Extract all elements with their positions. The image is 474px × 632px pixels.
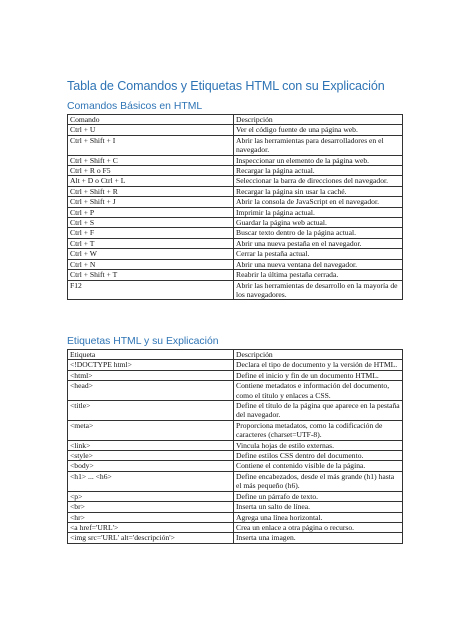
key-cell: Ctrl + F xyxy=(68,228,234,238)
table-row xyxy=(68,420,403,440)
description-cell: Crea un enlace a otra página o recurso. xyxy=(234,522,403,532)
description-cell: Abrir una nueva pestaña en el navegador. xyxy=(234,238,403,248)
key-cell: <body> xyxy=(68,461,234,471)
key-cell: <link> xyxy=(68,440,234,450)
commands-table xyxy=(67,114,403,300)
key-cell: Ctrl + P xyxy=(68,207,234,217)
table-row xyxy=(68,512,403,522)
table-row xyxy=(68,280,403,300)
table-row xyxy=(68,259,403,269)
table-row xyxy=(68,186,403,196)
description-cell: Recargar la página actual. xyxy=(234,166,403,176)
description-cell: Vincula hojas de estilo externas. xyxy=(234,440,403,450)
description-cell: Define el título de la página que aparece en la pestaña del navegador. xyxy=(234,401,403,421)
key-cell: Ctrl + Shift + R xyxy=(68,186,234,196)
description-cell: Contiene el contenido visible de la página. xyxy=(234,461,403,471)
description-cell: Inspeccionar un elemento de la página web. xyxy=(234,155,403,165)
table-row xyxy=(68,249,403,259)
description-cell: Seleccionar la barra de direcciones del navegador. xyxy=(234,176,403,186)
key-cell: <title> xyxy=(68,401,234,421)
table-row xyxy=(68,370,403,380)
key-cell: <h1> ... <h6> xyxy=(68,471,234,491)
description-cell: Abrir las herramientas para desarrolladores en el navegador. xyxy=(234,135,403,155)
column-header: Etiqueta xyxy=(68,350,234,360)
key-cell: <style> xyxy=(68,451,234,461)
description-cell: Cerrar la pestaña actual. xyxy=(234,249,403,259)
key-cell: <p> xyxy=(68,491,234,501)
table-row xyxy=(68,522,403,532)
description-cell: Declara el tipo de documento y la versión de HTML. xyxy=(234,360,403,370)
table-row xyxy=(68,166,403,176)
key-cell: <meta> xyxy=(68,420,234,440)
description-cell: Reabrir la última pestaña cerrada. xyxy=(234,270,403,280)
key-cell: Alt + D o Ctrl + L xyxy=(68,176,234,186)
key-cell: Ctrl + S xyxy=(68,218,234,228)
key-cell: <!DOCTYPE html> xyxy=(68,360,234,370)
key-cell: <a href='URL'> xyxy=(68,522,234,532)
key-cell: F12 xyxy=(68,280,234,300)
table-row xyxy=(68,207,403,217)
table-header-row xyxy=(68,115,403,125)
table-row xyxy=(68,502,403,512)
commands-heading: Comandos Básicos en HTML xyxy=(67,101,203,112)
table-row xyxy=(68,197,403,207)
description-cell: Define el inicio y fin de un documento HTML. xyxy=(234,370,403,380)
description-cell: Define estilos CSS dentro del documento. xyxy=(234,451,403,461)
column-header: Descripción xyxy=(234,115,403,125)
description-cell: Agrega una línea horizontal. xyxy=(234,512,403,522)
table-row xyxy=(68,270,403,280)
key-cell: <head> xyxy=(68,381,234,401)
description-cell: Buscar texto dentro de la página actual. xyxy=(234,228,403,238)
description-cell: Ver el código fuente de una página web. xyxy=(234,125,403,135)
table-row xyxy=(68,218,403,228)
description-cell: Inserta un salto de línea. xyxy=(234,502,403,512)
table-row xyxy=(68,401,403,421)
description-cell: Inserta una imagen. xyxy=(234,533,403,543)
key-cell: Ctrl + Shift + T xyxy=(68,270,234,280)
tags-heading: Etiquetas HTML y su Explicación xyxy=(67,336,219,347)
key-cell: Ctrl + U xyxy=(68,125,234,135)
document-title: Tabla de Comandos y Etiquetas HTML con su Explicación xyxy=(67,79,385,93)
key-cell: Ctrl + R o F5 xyxy=(68,166,234,176)
table-row xyxy=(68,360,403,370)
key-cell: <br> xyxy=(68,502,234,512)
table-row xyxy=(68,125,403,135)
table-header-row xyxy=(68,350,403,360)
description-cell: Define un párrafo de texto. xyxy=(234,491,403,501)
table-row xyxy=(68,533,403,543)
key-cell: Ctrl + W xyxy=(68,249,234,259)
tags-table xyxy=(67,349,403,544)
key-cell: Ctrl + T xyxy=(68,238,234,248)
table-row xyxy=(68,135,403,155)
description-cell: Abrir una nueva ventana del navegador. xyxy=(234,259,403,269)
table-row xyxy=(68,440,403,450)
table-row xyxy=(68,228,403,238)
description-cell: Define encabezados, desde el más grande (h1) hasta el más pequeño (h6). xyxy=(234,471,403,491)
key-cell: Ctrl + Shift + J xyxy=(68,197,234,207)
description-cell: Recargar la página sin usar la caché. xyxy=(234,186,403,196)
key-cell: <img src='URL' alt='descripción'> xyxy=(68,533,234,543)
key-cell: Ctrl + Shift + C xyxy=(68,155,234,165)
description-cell: Abrir la consola de JavaScript en el navegador. xyxy=(234,197,403,207)
table-row xyxy=(68,491,403,501)
description-cell: Proporciona metadatos, como la codificación de caracteres (charset=UTF-8). xyxy=(234,420,403,440)
key-cell: Ctrl + Shift + I xyxy=(68,135,234,155)
description-cell: Guardar la página web actual. xyxy=(234,218,403,228)
column-header: Descripción xyxy=(234,350,403,360)
table-row xyxy=(68,176,403,186)
description-cell: Abrir las herramientas de desarrollo en la mayoría de los navegadores. xyxy=(234,280,403,300)
table-row xyxy=(68,238,403,248)
table-row xyxy=(68,155,403,165)
column-header: Comando xyxy=(68,115,234,125)
key-cell: <html> xyxy=(68,370,234,380)
key-cell: Ctrl + N xyxy=(68,259,234,269)
key-cell: <hr> xyxy=(68,512,234,522)
table-row xyxy=(68,461,403,471)
description-cell: Contiene metadatos e información del documento, como el título y enlaces a CSS. xyxy=(234,381,403,401)
table-row xyxy=(68,471,403,491)
description-cell: Imprimir la página actual. xyxy=(234,207,403,217)
table-row xyxy=(68,381,403,401)
table-row xyxy=(68,451,403,461)
